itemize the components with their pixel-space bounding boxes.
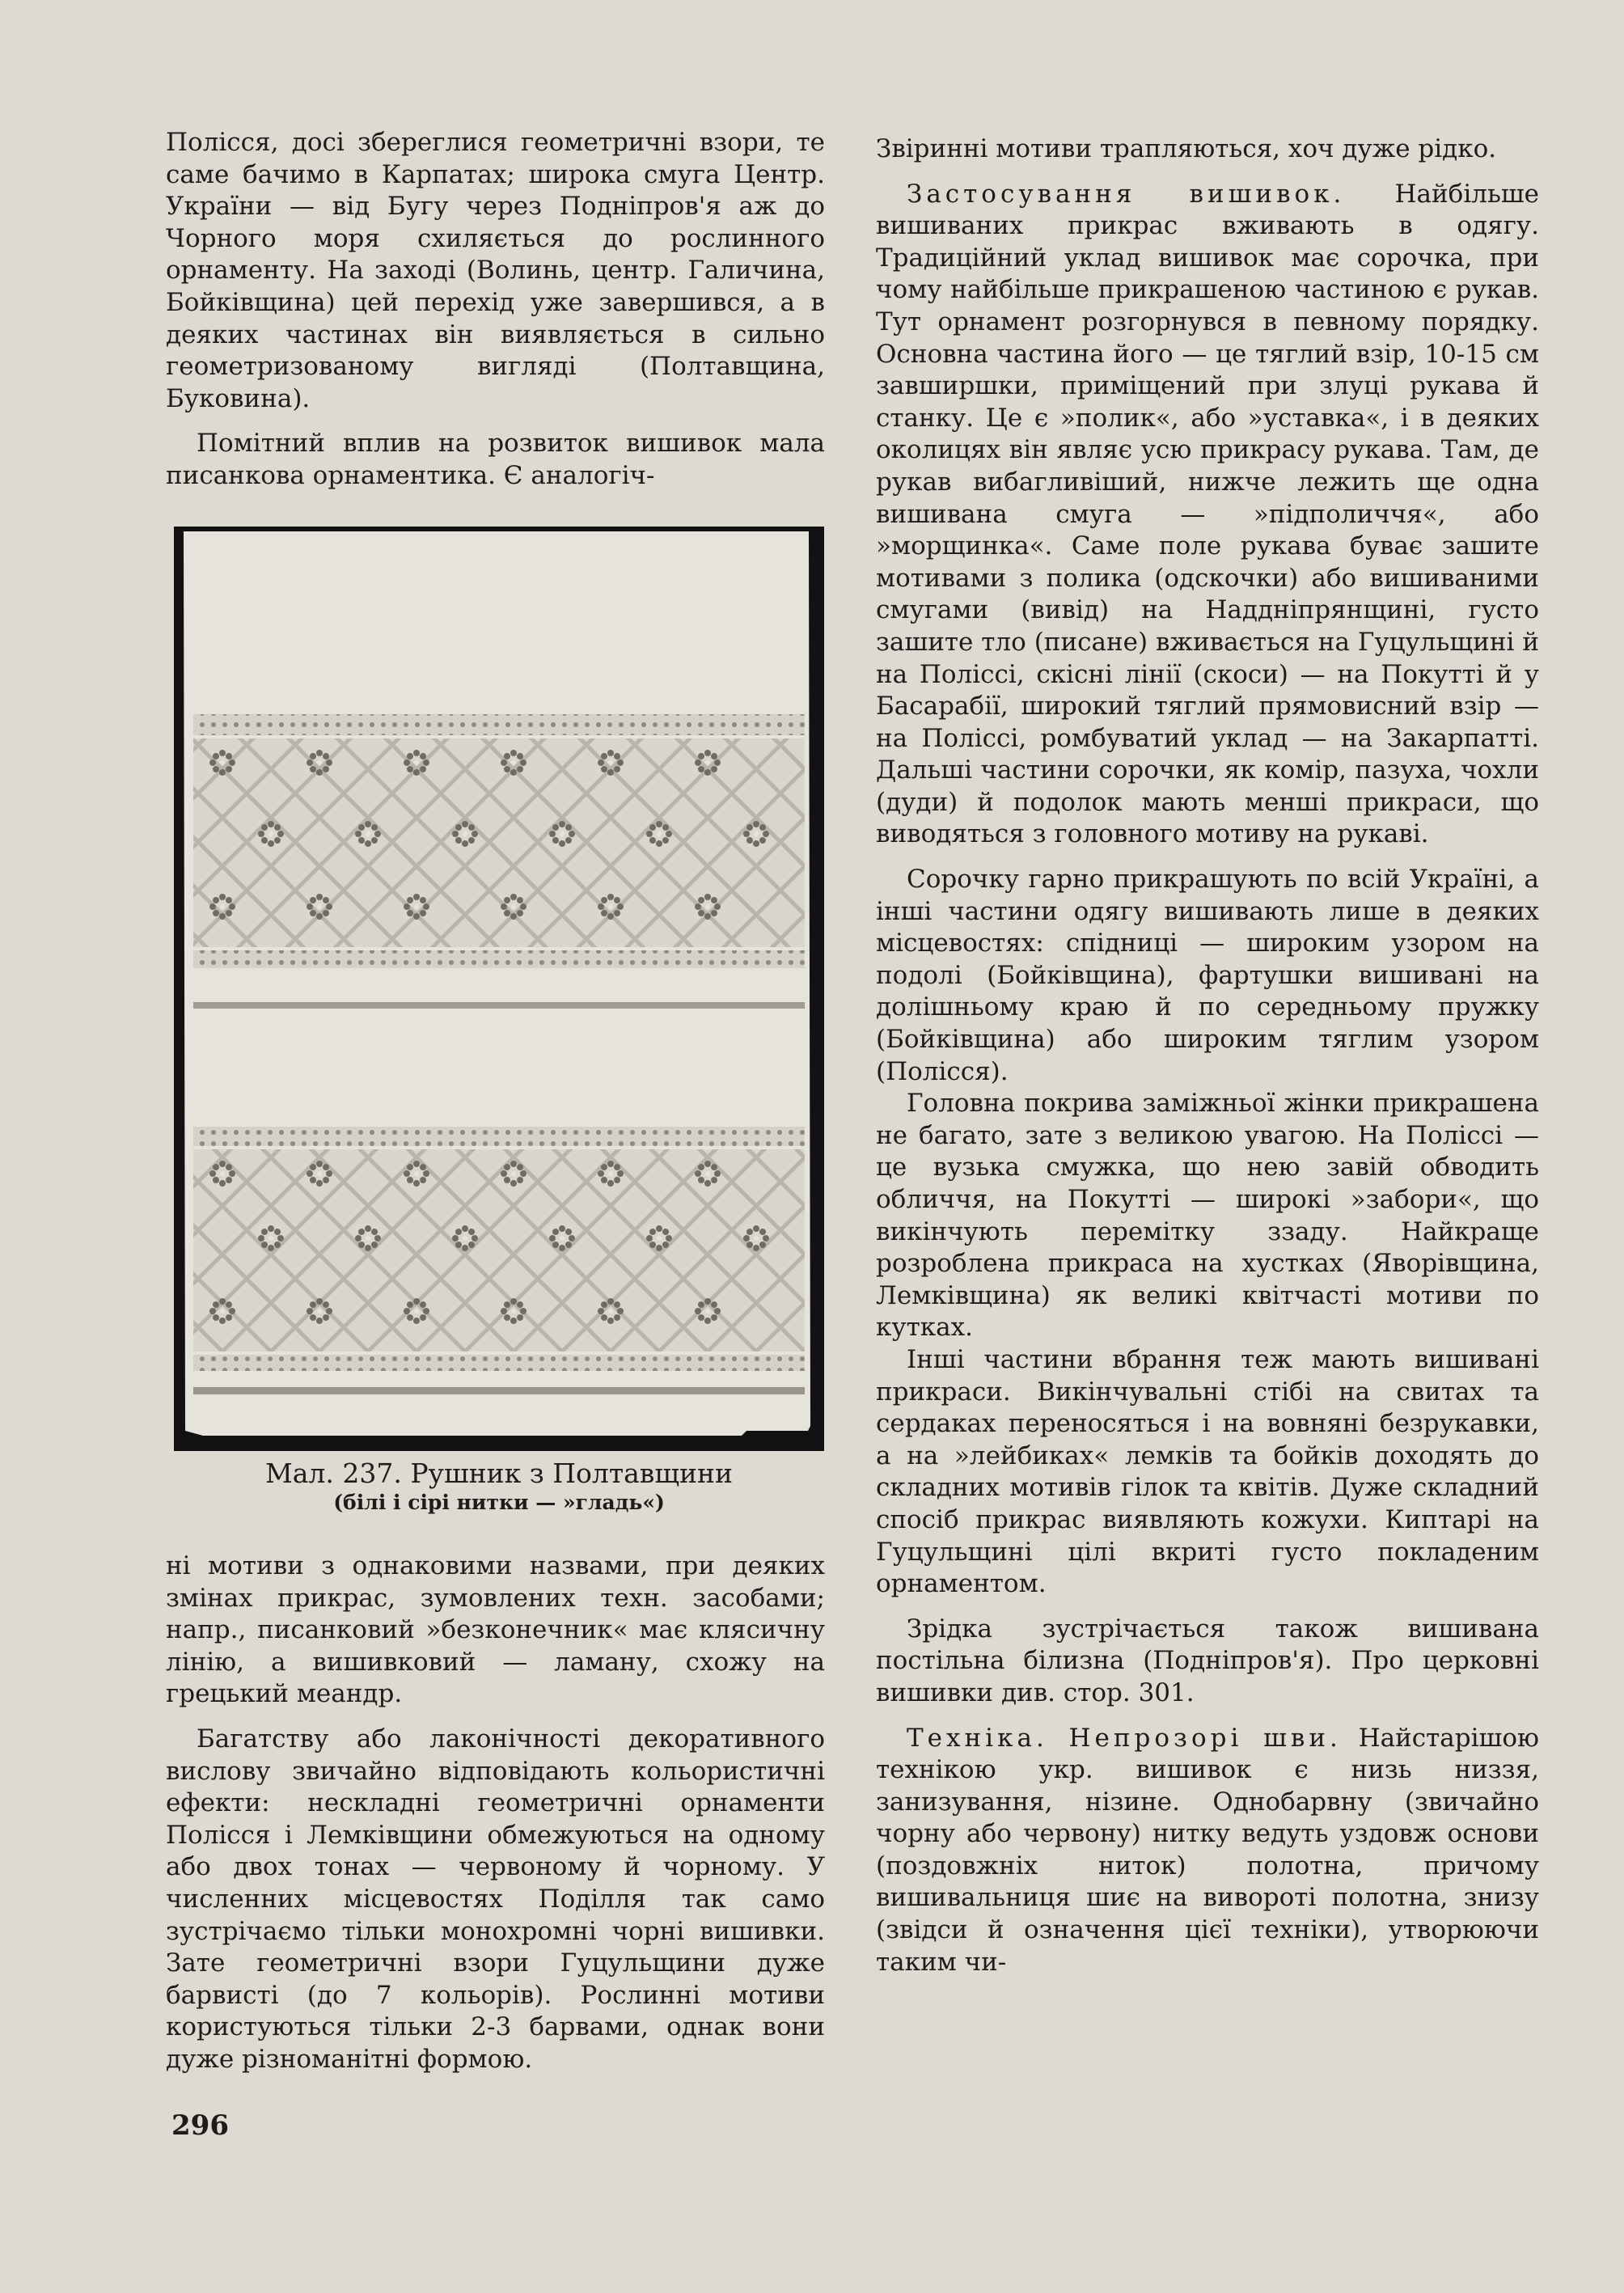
paragraph: Зрідка зустрічається також вишивана постільна білизна (Подніпров'я). Про церковні вишивки див. стор. 301. [876,1614,1539,1707]
paragraph: ні мотиви з однаковими назвами, при деяких змінах прикрас, зумовлених техн. засобами; напр., писанковий »безконечник« має клясичну лінію, а вишивковий — ламану, схожу на грецький меандр. [166,1551,825,1709]
page-number: 296 [171,2109,229,2142]
caption-main: Мал. 237. Рушник з Полтавщини [264,1457,734,1489]
paragraph-body: Найбільше вишиваних прикрас вживають в одягу. Традиційний уклад вишивок має сорочка, при чому найбільше прикрашеною частиною є рукав. Тут орнамент розгорнувся в певному порядку. Основна частина його — це тяглий взір, 10-15 см завширшки, приміщений при злуці рукава й станку. Це є »полик«, або »уставка«, і в деяких околицях він являє усю прикрасу рукава. Там, де рукав вибагливіший, нижче лежить ще одна вишивана смуга — »підполиччя«, або »морщинка«. Саме поле рукава буває зашите мотивами з полика (одскочки) або вишиваними смугами (вивід) на Наддніпрянщині, густо зашите тло (писане) вживається на Гуцульщині й на Поліссі, скісні лінії (скоси) — на Покутті й у Басарабії, широкий тяглий прямовисний взір — на Поліссі, ромбуватий уклад — на Закарпатті. Дальші частини сорочки, як комір, пазуха, чохли (дуди) й подолок мають менші прикраси, що виводяться з головного мотиву на рукаві. [876,179,1539,849]
paragraph: Інші частини вбрання теж мають вишивані прикраси. Викінчувальні стібі на свитах та сердаках переносяться і на вовняні безрукавки, а на »лейбиках« лемків та бойків доходять до складних мотивів гілок та квітів. Дуже складний спосіб прикрас виявляють кожухи. Киптарі на Гуцульщині цілі вкриті густо покладеним орнаментом. [876,1344,1539,1599]
caption-sub: (білі і сірі нитки — »гладь«) [333,1491,665,1514]
left-column-top [166,127,825,493]
section-heading: Техніка. Непрозорі шви. [907,1723,1342,1753]
paragraph-body: Найстарішою технікою укр. вишивок є низь низзя, занизування, нізине. Однобарвну (звичайно чорну або червону) нитку ведуть уздовж основи (поздовжніх ниток) полотна, причому вишивальниця шиє на вивороті полотна, знизу (звідси й означення цієї техніки), утворюючи таким чи- [876,1723,1540,1977]
left-column-bottom [166,1551,825,2076]
section-heading: Застосування вишивок. [907,179,1346,209]
right-column [876,133,1539,1978]
embroidered-towel-image [174,527,824,1451]
paragraph: Багатству або лаконічності декоративного вислову звичайно відповідають кольористичні ефекти: нескладні геометричні орнаменти Полісся і Лемківщини обмежуються на одному або двох тонах — червоному й чорному. У численних місцевостях Поділля так само зустрічаємо тільки монохромні чорні вишивки. Зате геометричні взори Гуцульщини дуже барвисті (до 7 кольорів). Рослинні мотиви користуються тільки 2-3 барвами, однак вони дуже різноманітні формою. [166,1724,825,2074]
paragraph [876,1723,1539,1979]
paragraph: Полісся, досі збереглися геометричні взори, те саме бачимо в Карпатах; широка смуга Центр. України — від Бугу через Подніпров'я аж до Чорного моря схиляється до рослинного орнаменту. На заході (Волинь, центр. Галичина, Бойківщина) цей перехід уже завершився, а в деяких частинах він виявляється в сильно геометризованому вигляді (Полтавщина, Буковина). [166,128,825,413]
paragraph: Звіринні мотиви трапляються, хоч дуже рідко. [876,134,1497,163]
paragraph [876,179,1539,851]
paragraph: Помітний вплив на розвиток вишивок мала писанкова орнаментика. Є аналогіч- [166,429,825,490]
towel-photo [174,527,824,1451]
paragraph: Головна покрива заміжньої жінки прикрашена не багато, зате з великою увагою. На Поліссі — це вузька смужка, що нею завій обводить обличчя, на Покутті — широкі »забори«, що викінчують перемітку ззаду. Найкраще розроблена прикраса на хустках (Яворівщина, Лемківщина) як великі квітчасті мотиви по кутках. [876,1089,1539,1343]
paragraph: Сорочку гарно прикрашують по всій Україні, а інші частини одягу вишивають лише в деяких місцевостях: спідниці — широким узором на подолі (Бойківщина), фартушки вишивані на долішньому краю й по середньому пружку (Бойківщина) або широким тяглим узором (Полісся). [876,865,1539,1086]
